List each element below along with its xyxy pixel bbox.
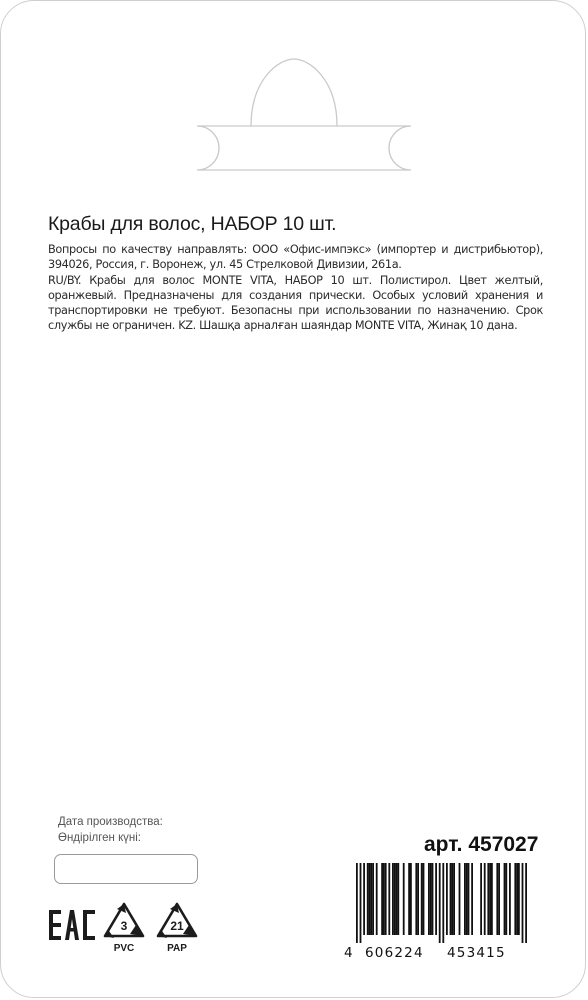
product-title: Крабы для волос, НАБОР 10 шт. xyxy=(48,213,337,235)
barcode-bar xyxy=(459,863,461,935)
barcode-right-digits: 453415 xyxy=(447,945,506,961)
barcode-bar xyxy=(369,863,371,935)
barcode-bar xyxy=(397,863,399,935)
barcode-bar xyxy=(498,863,500,935)
barcode-bar xyxy=(496,863,498,935)
product-info-text: RU/BY. Крабы для волос MONTE VITA, НАБОР 10 шт. Полистирол. Цвет желтый, оранжевый. Предназначены для создания прически. Особых условий хранения и транспортировки не требуют. Безопасны при использовании по назначению. Срок службы не ограничен. KZ. Шашқа арналған шаяндар MONTE VITA, Жинақ 10 дана. xyxy=(48,273,543,333)
barcode-bar xyxy=(381,863,383,935)
barcode-bar xyxy=(417,863,419,935)
barcode-bar xyxy=(360,863,362,943)
barcode-bar xyxy=(383,863,385,935)
barcode-bar xyxy=(367,863,369,935)
product-description xyxy=(48,242,543,334)
barcode-bar xyxy=(388,863,390,935)
barcode-bar xyxy=(396,863,398,935)
barcode-bar xyxy=(421,863,423,935)
barcode-bar xyxy=(471,863,473,935)
barcode-bar xyxy=(392,863,394,935)
barcode-bar xyxy=(504,863,506,935)
barcode-bar xyxy=(484,863,486,935)
barcode-bar xyxy=(432,863,434,935)
barcode-bar xyxy=(394,863,396,935)
barcode-bar xyxy=(370,863,372,935)
barcode-bar xyxy=(410,863,412,935)
barcode-bar xyxy=(509,863,511,935)
recycle-mark-pap xyxy=(152,901,202,954)
recycle-material: PVC xyxy=(113,943,135,954)
barcode-bar xyxy=(525,863,527,943)
barcode-bar xyxy=(514,863,516,935)
barcode-bar xyxy=(363,863,365,935)
barcode-bar xyxy=(491,863,493,935)
recycle-material: PAP xyxy=(167,943,187,954)
barcode-bar xyxy=(468,863,470,935)
barcode-bar xyxy=(487,863,489,935)
barcode-bar xyxy=(428,863,430,935)
barcode-bar xyxy=(516,863,518,935)
recycle-number: 3 xyxy=(120,919,128,933)
barcode-bar xyxy=(518,863,520,935)
barcode-bar xyxy=(489,863,491,935)
barcode-bar xyxy=(442,863,444,943)
barcode-left-digits: 606224 xyxy=(365,945,424,961)
production-date-label-kz: Өндірілген күні: xyxy=(58,832,141,844)
barcode-bar xyxy=(505,863,507,935)
recycle-mark-pvc xyxy=(99,901,149,954)
barcode-bar xyxy=(439,863,441,943)
barcode-bar xyxy=(451,863,453,935)
barcode-bar xyxy=(385,863,387,935)
quality-contact-text: Вопросы по качеству направлять: ООО «Офис-импэкс» (импортер и дистрибьютор), 394026, Россия, г. Воронеж, ул. 45 Стрелковой Дивизии, 261а. xyxy=(48,243,543,272)
barcode-bar xyxy=(376,863,378,935)
barcode-bar xyxy=(450,863,452,935)
barcode-bar xyxy=(453,863,455,935)
barcode xyxy=(344,863,544,945)
barcode-bar xyxy=(464,863,466,935)
barcode-bar xyxy=(356,863,358,943)
barcode-bar xyxy=(446,863,448,935)
barcode-bar xyxy=(408,863,410,935)
article-number: арт. 457027 xyxy=(424,833,539,856)
eac-mark-icon xyxy=(48,909,96,941)
barcode-bar xyxy=(430,863,432,935)
barcode-first-digit: 4 xyxy=(344,945,354,961)
production-date-field xyxy=(54,854,198,884)
recycle-number: 21 xyxy=(170,919,184,933)
barcode-bar xyxy=(480,863,482,935)
barcode-bar xyxy=(403,863,405,935)
barcode-bar xyxy=(466,863,468,935)
hang-hole-icon xyxy=(1,1,588,201)
barcode-bar xyxy=(415,863,417,935)
barcode-bar xyxy=(435,863,437,935)
barcode-bar xyxy=(423,863,425,935)
barcode-bar xyxy=(372,863,374,935)
barcode-bar xyxy=(522,863,524,943)
production-date-label: Дата производства: xyxy=(58,816,163,828)
